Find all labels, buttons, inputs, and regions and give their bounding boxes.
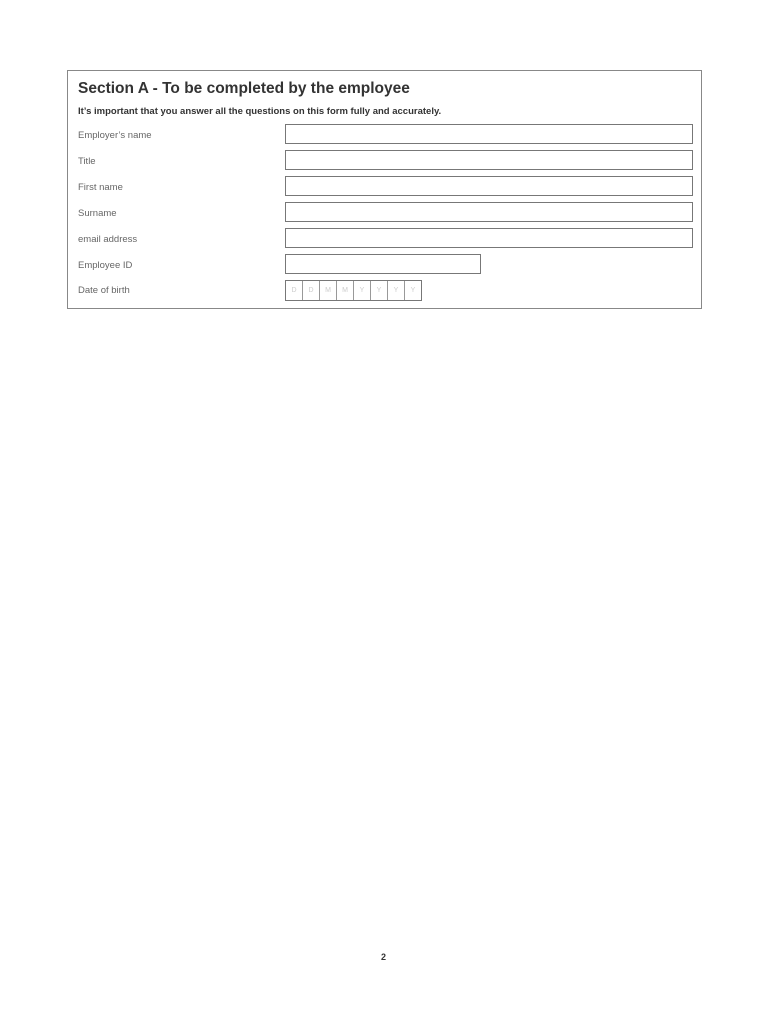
dob-year-cell[interactable]: Y: [371, 281, 388, 300]
email-label: email address: [78, 234, 138, 245]
employer-name-field[interactable]: [285, 124, 693, 144]
section-intro: It’s important that you answer all the questions on this form fully and accurately.: [78, 106, 442, 117]
dob-label: Date of birth: [78, 285, 130, 296]
employee-id-field[interactable]: [285, 254, 481, 274]
surname-label: Surname: [78, 208, 117, 219]
dob-year-cell[interactable]: Y: [388, 281, 405, 300]
dob-day-cell[interactable]: D: [286, 281, 303, 300]
dob-month-cell[interactable]: M: [320, 281, 337, 300]
first-name-field[interactable]: [285, 176, 693, 196]
email-field[interactable]: [285, 228, 693, 248]
section-a-box: [67, 70, 702, 309]
page-number: 2: [381, 952, 387, 962]
employee-id-label: Employee ID: [78, 260, 133, 271]
surname-field[interactable]: [285, 202, 693, 222]
section-title: Section A - To be completed by the employee: [78, 80, 410, 97]
title-label: Title: [78, 156, 96, 167]
title-field[interactable]: [285, 150, 693, 170]
first-name-label: First name: [78, 182, 123, 193]
employer-name-label: Employer’s name: [78, 130, 152, 141]
dob-year-cell[interactable]: Y: [410, 287, 416, 294]
dob-field[interactable]: [285, 280, 422, 301]
dob-year-cell[interactable]: Y: [354, 281, 371, 300]
dob-day-cell[interactable]: D: [303, 281, 320, 300]
dob-month-cell[interactable]: M: [337, 281, 354, 300]
